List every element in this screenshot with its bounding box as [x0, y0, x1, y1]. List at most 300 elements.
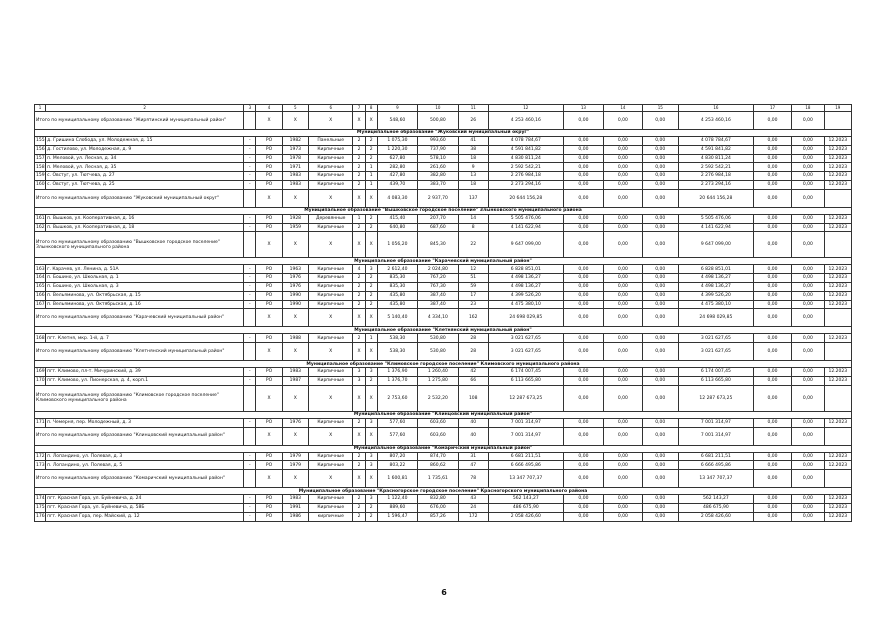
table-cell: 0,00 — [753, 223, 791, 232]
table-cell: 0,00 — [753, 461, 791, 470]
table-cell: 6 666 495,86 — [488, 461, 563, 470]
table-cell: РО — [256, 376, 282, 385]
table-cell: 2 592 542,21 — [488, 163, 563, 172]
table-cell: 1983 — [282, 180, 308, 189]
table-cell: 43 — [458, 495, 488, 504]
table-cell: 4 141 622,94 — [678, 223, 753, 232]
table-cell: 0,00 — [604, 163, 642, 172]
table-cell: 0,00 — [642, 334, 678, 343]
address-cell: пгт. Красная Гора, ул. Буйневича, д. 24 — [46, 495, 244, 504]
table-cell: 1987 — [282, 376, 308, 385]
table-cell: 1983 — [282, 172, 308, 181]
table-cell: Кирпичные — [308, 291, 352, 300]
table-cell: РО — [256, 461, 282, 470]
table-cell: 172 — [458, 512, 488, 521]
table-cell: 0,00 — [563, 334, 603, 343]
table-cell: 0,00 — [792, 274, 824, 283]
table-cell: 2 — [365, 503, 377, 512]
column-number-cell: 9 — [377, 105, 417, 112]
table-cell: 4 591 841,82 — [678, 145, 753, 154]
table-cell: 12.2023 — [824, 503, 851, 512]
table-cell: - — [244, 495, 256, 504]
table-cell: 12.2023 — [824, 282, 851, 291]
subtotal-cell: 0,00 — [753, 112, 791, 130]
address-cell: п. Лопандино, ул. Полевая, д. 5 — [46, 461, 244, 470]
subtotal-cell: 0,00 — [563, 309, 603, 327]
address-cell: д. Гостилово, ул. Молодежная, д. 9 — [46, 145, 244, 154]
table-cell: 0,00 — [604, 512, 642, 521]
table-cell: 4 475 380,10 — [678, 300, 753, 309]
address-cell: пгт. Климово, ул. Пионерская, д. 4, корп.1 — [46, 376, 244, 385]
table-cell: 0,00 — [604, 172, 642, 181]
table-cell: 530,80 — [418, 334, 458, 343]
subtotal-cell: X — [282, 189, 308, 207]
subtotal-row — [35, 343, 852, 361]
subtotal-cell: 12 287 673,25 — [488, 385, 563, 411]
column-number-cell: 1 — [35, 105, 46, 112]
table-cell: 12.2023 — [824, 291, 851, 300]
table-cell: 0,00 — [563, 145, 603, 154]
subtotal-cell: 0,00 — [792, 112, 824, 130]
table-cell: Кирпичные — [308, 172, 352, 181]
table-cell: 676,00 — [418, 503, 458, 512]
table-cell: Кирпичные — [308, 180, 352, 189]
subtotal-cell: 0,00 — [792, 189, 824, 207]
table-cell: 0,00 — [642, 172, 678, 181]
table-cell: 6 681 211,51 — [678, 452, 753, 461]
table-cell: 0,00 — [604, 291, 642, 300]
table-cell: 0,00 — [563, 368, 603, 377]
subtotal-cell — [244, 232, 256, 258]
table-cell: 1 075,30 — [377, 137, 417, 146]
subtotal-cell: 0,00 — [642, 232, 678, 258]
subtotal-cell: X — [282, 112, 308, 130]
table-cell: 0,00 — [642, 376, 678, 385]
table-cell: 486 675,90 — [488, 503, 563, 512]
table-cell: 1 275,80 — [418, 376, 458, 385]
table-cell: 2 — [365, 282, 377, 291]
table-cell: 8 — [458, 223, 488, 232]
address-cell: п. Вышков, ул. Кооперативная, д. 18 — [46, 223, 244, 232]
table-cell: 6 174 007,45 — [488, 368, 563, 377]
table-cell: 0,00 — [604, 154, 642, 163]
table-cell: 0,00 — [792, 291, 824, 300]
subtotal-cell: 0,00 — [604, 427, 642, 445]
table-cell: 2 — [365, 214, 377, 223]
subtotal-cell: 0,00 — [604, 343, 642, 361]
table-cell: Кирпичные — [308, 452, 352, 461]
subtotal-cell: 603,60 — [418, 427, 458, 445]
subtotal-cell: X — [353, 470, 365, 488]
subtotal-cell: 162 — [458, 309, 488, 327]
table-cell: 2 — [353, 512, 365, 521]
table-cell: 0,00 — [792, 223, 824, 232]
table-cell: 1963 — [282, 265, 308, 274]
subtotal-cell: X — [353, 309, 365, 327]
table-cell: 0,00 — [792, 376, 824, 385]
table-cell: - — [244, 291, 256, 300]
table-cell: 3 — [365, 368, 377, 377]
subtotal-cell: 78 — [458, 470, 488, 488]
subtotal-cell: X — [365, 112, 377, 130]
subtotal-cell: X — [256, 112, 282, 130]
table-cell: Кирпичные — [308, 368, 352, 377]
municipality-heading-row — [35, 327, 852, 334]
table-cell: 12.2023 — [824, 154, 851, 163]
subtotal-cell: X — [308, 189, 352, 207]
subtotal-cell: X — [256, 189, 282, 207]
table-cell: 687,60 — [418, 223, 458, 232]
municipality-heading: Муниципальное образование "Комаричский муниципальный район" — [35, 445, 852, 452]
house-row — [35, 512, 852, 521]
subtotal-label: Итого по муниципальному образованию "Комаричский муниципальный район" — [35, 470, 244, 488]
table-cell: - — [244, 163, 256, 172]
table-cell: 12.2023 — [824, 180, 851, 189]
column-number-cell: 15 — [642, 105, 678, 112]
table-cell: 640,80 — [377, 223, 417, 232]
table-cell: 1976 — [282, 274, 308, 283]
subtotal-cell: X — [282, 343, 308, 361]
table-cell: 2 — [365, 154, 377, 163]
table-cell: 1990 — [282, 291, 308, 300]
table-cell: 486 675,90 — [678, 503, 753, 512]
table-cell: 2 276 984,18 — [488, 172, 563, 181]
subtotal-cell: 0,00 — [604, 112, 642, 130]
table-cell: 2 — [353, 145, 365, 154]
table-cell: 166 — [36, 293, 45, 299]
table-cell: 0,00 — [563, 512, 603, 521]
house-row — [35, 274, 852, 283]
table-cell: 12.2023 — [824, 214, 851, 223]
table-cell: 578,10 — [418, 154, 458, 163]
table-cell: - — [244, 274, 256, 283]
table-cell: 0,00 — [753, 503, 791, 512]
table-cell: 993,60 — [418, 137, 458, 146]
table-cell: 165 — [36, 284, 45, 290]
table-cell: 0,00 — [792, 282, 824, 291]
house-row — [35, 334, 852, 343]
table-cell: 0,00 — [604, 495, 642, 504]
table-cell: 0,00 — [604, 418, 642, 427]
table-cell: 2 — [365, 137, 377, 146]
subtotal-cell: 5 140,40 — [377, 309, 417, 327]
table-cell: 0,00 — [753, 214, 791, 223]
subtotal-cell: X — [282, 385, 308, 411]
table-cell: 0,00 — [604, 300, 642, 309]
subtotal-cell: 0,00 — [604, 189, 642, 207]
table-cell: 0,00 — [563, 452, 603, 461]
subtotal-cell: 13 347 707,37 — [488, 470, 563, 488]
table-cell: РО — [256, 223, 282, 232]
table-cell: 0,00 — [792, 172, 824, 181]
column-number-cell: 10 — [418, 105, 458, 112]
table-cell: 0,00 — [642, 145, 678, 154]
table-cell: 12.2023 — [824, 418, 851, 427]
table-cell: 2 — [365, 274, 377, 283]
table-cell: 6 113 665,80 — [488, 376, 563, 385]
table-cell: 1 376,90 — [377, 368, 417, 377]
table-cell: 1990 — [282, 300, 308, 309]
subtotal-cell: 4 253 460,16 — [678, 112, 753, 130]
table-cell: 2 024,80 — [418, 265, 458, 274]
table-cell: 2 — [365, 145, 377, 154]
table-cell: 0,00 — [563, 282, 603, 291]
house-row — [35, 172, 852, 181]
table-cell: 2 — [353, 503, 365, 512]
table-cell: 857,26 — [418, 512, 458, 521]
table-cell: 0,00 — [563, 163, 603, 172]
table-cell: 12.2023 — [824, 495, 851, 504]
table-cell: - — [244, 137, 256, 146]
table-cell: 0,00 — [753, 452, 791, 461]
municipality-heading: Муниципальное образование "Климовское городское поселение" Климовского муниципального района — [35, 361, 852, 368]
table-cell: Кирпичные — [308, 282, 352, 291]
table-cell: 2 058 426,60 — [678, 512, 753, 521]
subtotal-cell: 26 — [458, 112, 488, 130]
table-cell: кирпичные — [308, 512, 352, 521]
table-cell: 387,40 — [418, 291, 458, 300]
column-number-cell: 7 — [353, 105, 365, 112]
table-cell: 0,00 — [563, 503, 603, 512]
table-cell: 1 596,47 — [377, 512, 417, 521]
subtotal-cell: 0,00 — [563, 385, 603, 411]
subtotal-cell: 3 021 627,65 — [488, 343, 563, 361]
table-cell: РО — [256, 291, 282, 300]
subtotal-cell: 0,00 — [604, 232, 642, 258]
table-cell: 3 — [365, 265, 377, 274]
table-cell: 0,00 — [753, 495, 791, 504]
table-cell: 0,00 — [563, 214, 603, 223]
table-cell: - — [244, 368, 256, 377]
table-cell: 0,00 — [604, 274, 642, 283]
table-cell: 1983 — [282, 495, 308, 504]
table-cell: 175 — [36, 505, 45, 511]
table-cell: РО — [256, 334, 282, 343]
table-cell: 0,00 — [642, 452, 678, 461]
subtotal-cell: 548,60 — [377, 112, 417, 130]
table-cell: РО — [256, 214, 282, 223]
column-number-cell: 16 — [678, 105, 753, 112]
table-cell: Кирпичные — [308, 223, 352, 232]
subtotal-cell: 0,00 — [563, 112, 603, 130]
table-cell: 2 — [353, 163, 365, 172]
table-cell: 3 — [365, 495, 377, 504]
table-cell: РО — [256, 154, 282, 163]
table-cell: - — [244, 452, 256, 461]
table-cell: 0,00 — [753, 418, 791, 427]
table-cell: 0,00 — [604, 145, 642, 154]
table-cell: - — [244, 223, 256, 232]
column-number-cell: 13 — [563, 105, 603, 112]
subtotal-cell: 24 698 029,85 — [678, 309, 753, 327]
subtotal-cell: X — [282, 470, 308, 488]
house-row — [35, 452, 852, 461]
table-cell: - — [244, 180, 256, 189]
table-cell: 2 276 984,18 — [678, 172, 753, 181]
table-cell: 0,00 — [563, 265, 603, 274]
subtotal-cell: 0,00 — [792, 309, 824, 327]
table-cell: 0,00 — [642, 300, 678, 309]
subtotal-cell — [824, 112, 851, 130]
subtotal-cell: 2 753,60 — [377, 385, 417, 411]
subtotal-cell: 22 — [458, 232, 488, 258]
address-cell: п. Бошино, ул. Школьная, д. 3 — [46, 282, 244, 291]
table-cell: Кирпичные — [308, 163, 352, 172]
column-number-row — [35, 105, 852, 112]
table-cell: 1988 — [282, 334, 308, 343]
house-row — [35, 154, 852, 163]
table-cell: 4 591 841,82 — [488, 145, 563, 154]
column-number-cell: 4 — [256, 105, 282, 112]
table-cell: 767,30 — [418, 282, 458, 291]
table-cell: 0,00 — [792, 163, 824, 172]
table-cell: Кирпичные — [308, 418, 352, 427]
table-cell: 0,00 — [604, 461, 642, 470]
house-row — [35, 291, 852, 300]
table-cell: 18 — [458, 154, 488, 163]
table-cell: 0,00 — [753, 137, 791, 146]
table-cell: 6 828 851,01 — [678, 265, 753, 274]
table-cell: 0,00 — [563, 418, 603, 427]
table-cell: - — [244, 376, 256, 385]
subtotal-cell: 20 644 156,28 — [678, 189, 753, 207]
address-cell: п. Чемерня, пер. Молодежный, д. 3 — [46, 418, 244, 427]
subtotal-cell: 538,30 — [377, 343, 417, 361]
subtotal-cell: 0,00 — [753, 427, 791, 445]
table-cell: 5 505 476,06 — [488, 214, 563, 223]
table-cell: 0,00 — [753, 163, 791, 172]
table-cell: 18 — [458, 180, 488, 189]
municipality-heading: Муниципальное образование "Клинцовский муниципальный район" — [35, 411, 852, 418]
table-cell: 12 — [458, 265, 488, 274]
table-cell: 261,60 — [418, 163, 458, 172]
table-cell: Кирпичные — [308, 495, 352, 504]
house-row — [35, 145, 852, 154]
subtotal-cell: 9 647 099,00 — [678, 232, 753, 258]
house-row — [35, 265, 852, 274]
table-cell: 0,00 — [753, 368, 791, 377]
subtotal-cell: 0,00 — [753, 189, 791, 207]
table-cell: 12.2023 — [824, 172, 851, 181]
table-cell: 0,00 — [753, 300, 791, 309]
table-cell: 0,00 — [753, 512, 791, 521]
table-cell: 2 — [365, 223, 377, 232]
column-number-cell: 8 — [365, 105, 377, 112]
house-row — [35, 503, 852, 512]
subtotal-cell: 0,00 — [753, 385, 791, 411]
table-cell: 168 — [36, 335, 45, 341]
table-cell: Деревянные — [308, 214, 352, 223]
table-cell: - — [244, 334, 256, 343]
address-cell: д. Гришина Слобода, ул. Молодежная, д. 15 — [46, 137, 244, 146]
table-cell: 12.2023 — [824, 376, 851, 385]
table-cell: 12.2023 — [824, 265, 851, 274]
table-cell: 2 — [353, 300, 365, 309]
table-cell: 0,00 — [792, 214, 824, 223]
subtotal-cell: X — [365, 427, 377, 445]
table-cell: 1 220,30 — [377, 145, 417, 154]
subtotal-cell: 0,00 — [642, 470, 678, 488]
column-number-cell: 19 — [824, 105, 851, 112]
subtotal-cell: 0,00 — [642, 343, 678, 361]
subtotal-cell: 28 — [458, 343, 488, 361]
table-cell: 4 078 784,67 — [488, 137, 563, 146]
table-cell: 0,00 — [642, 368, 678, 377]
address-cell: п. Лопандино, ул. Полевая, д. 3 — [46, 452, 244, 461]
table-cell: - — [244, 154, 256, 163]
subtotal-cell — [244, 112, 256, 130]
table-cell: 66 — [458, 376, 488, 385]
table-cell: 767,20 — [418, 274, 458, 283]
table-cell: 0,00 — [604, 452, 642, 461]
table-cell: 2 — [353, 282, 365, 291]
table-cell: 0,00 — [642, 265, 678, 274]
table-cell: 0,00 — [642, 137, 678, 146]
table-cell: 0,00 — [604, 503, 642, 512]
table-cell: 1979 — [282, 452, 308, 461]
table-cell: 12.2023 — [824, 163, 851, 172]
subtotal-label: Итого по муниципальному образованию "Клетнянский муниципальный район" — [35, 343, 244, 361]
table-cell: 0,00 — [604, 180, 642, 189]
table-cell: РО — [256, 512, 282, 521]
column-number-cell: 18 — [792, 105, 824, 112]
subtotal-cell — [244, 427, 256, 445]
table-cell: РО — [256, 265, 282, 274]
table-cell: 439,70 — [377, 180, 417, 189]
table-cell: 6 174 007,45 — [678, 368, 753, 377]
table-cell: 1978 — [282, 154, 308, 163]
subtotal-cell: X — [353, 189, 365, 207]
address-cell: пгт. Климово, пл-т. Мичуринский, д. 39 — [46, 368, 244, 377]
table-cell: 207,70 — [418, 214, 458, 223]
table-cell: 415,40 — [377, 214, 417, 223]
table-cell: 0,00 — [753, 180, 791, 189]
subtotal-cell: X — [353, 232, 365, 258]
table-cell: РО — [256, 274, 282, 283]
table-cell: 1 — [365, 180, 377, 189]
subtotal-cell: 0,00 — [604, 470, 642, 488]
table-cell: 2 — [365, 291, 377, 300]
subtotal-cell — [824, 470, 851, 488]
subtotal-cell: 0,00 — [563, 427, 603, 445]
table-cell: - — [244, 503, 256, 512]
table-cell: РО — [256, 137, 282, 146]
table-cell: 0,00 — [792, 461, 824, 470]
subtotal-cell: X — [353, 343, 365, 361]
table-cell: 4 830 811,24 — [488, 154, 563, 163]
subtotal-cell: 4 083,30 — [377, 189, 417, 207]
table-cell: 12.2023 — [824, 300, 851, 309]
table-cell: 0,00 — [792, 334, 824, 343]
address-cell: п. Вельяминова, ул. Октябрьская, д. 15 — [46, 291, 244, 300]
table-cell: 0,00 — [563, 291, 603, 300]
subtotal-cell: X — [365, 309, 377, 327]
table-cell: 12.2023 — [824, 223, 851, 232]
table-cell: 4 475 380,10 — [488, 300, 563, 309]
subtotal-row — [35, 112, 852, 130]
table-cell: 0,00 — [604, 334, 642, 343]
column-number-cell: 11 — [458, 105, 488, 112]
municipality-heading: Муниципальное образование "Вышковское городское поселение" Злынковского муниципального района — [35, 207, 852, 214]
subtotal-cell — [824, 232, 851, 258]
subtotal-cell — [824, 427, 851, 445]
subtotal-cell: X — [282, 232, 308, 258]
table-cell: - — [244, 265, 256, 274]
table-cell: 889,60 — [377, 503, 417, 512]
table-cell: 4 399 526,20 — [678, 291, 753, 300]
table-cell: 737,90 — [418, 145, 458, 154]
table-cell: 2 — [353, 172, 365, 181]
